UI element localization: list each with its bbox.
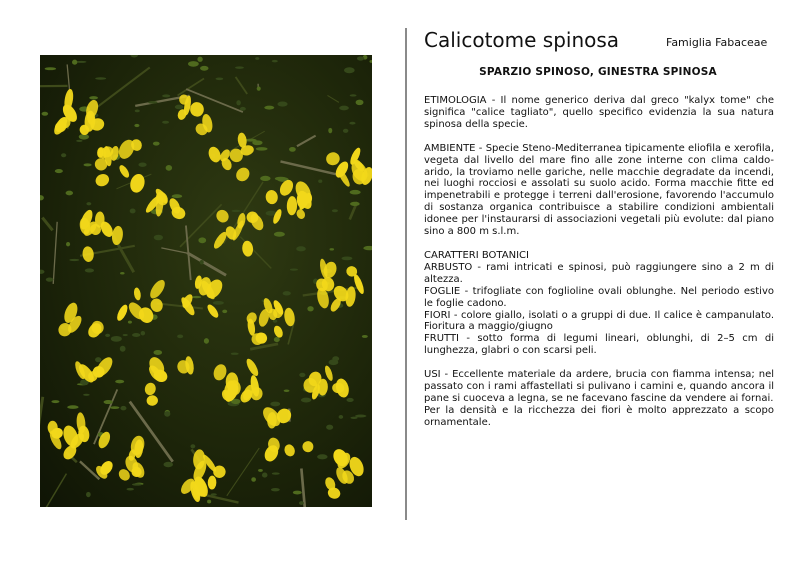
leaf <box>163 462 173 467</box>
leaf <box>104 400 113 404</box>
leaf <box>213 301 224 305</box>
leaf <box>120 406 126 410</box>
leaf <box>166 165 172 171</box>
leaf <box>289 147 296 152</box>
leaf <box>350 94 357 96</box>
leaf <box>284 389 290 392</box>
leaf <box>343 129 348 133</box>
leaf <box>95 77 106 80</box>
flower-petal <box>189 101 204 117</box>
leaf <box>192 296 201 298</box>
flower-petal <box>325 151 342 167</box>
page-title: Calicotome spinosa <box>424 28 620 52</box>
leaf <box>130 208 136 213</box>
stem <box>178 79 204 96</box>
leaf <box>341 256 352 260</box>
leaf <box>363 246 372 250</box>
leaf <box>245 139 257 142</box>
leaf <box>132 483 142 485</box>
leaf <box>45 67 56 70</box>
leaf <box>339 415 344 419</box>
flower-petal <box>272 324 284 339</box>
stem <box>97 67 150 107</box>
common-names: SPARZIO SPINOSO, GINESTRA SPINOSA <box>479 66 717 78</box>
leaf <box>67 405 78 409</box>
leaf <box>135 110 140 113</box>
flower-petal <box>205 303 220 320</box>
leaf <box>76 140 83 142</box>
leaf <box>40 270 44 274</box>
section-etimologia: ETIMOLOGIA - Il nome generico deriva dal greco "kalyx tome" che significa "calice tagliato", quello specifico evidenzia la sua natura spinosa della specie. <box>424 95 774 130</box>
section-frutti: FRUTTI - sotto forma di legumi lineari, oblunghi, di 2–5 cm di lunghezza, glabri o con scarsi peli. <box>424 333 774 357</box>
leaf <box>350 202 360 206</box>
leaf <box>164 411 170 417</box>
leaf <box>115 380 124 384</box>
flower-petal <box>128 172 147 194</box>
leaf <box>231 353 239 355</box>
leaf <box>86 492 91 497</box>
leaf <box>148 101 157 104</box>
flower-petal <box>233 165 252 184</box>
leaf <box>222 310 227 314</box>
leaf <box>349 122 355 125</box>
leaf <box>162 121 169 124</box>
leaf <box>207 500 211 504</box>
leaf <box>134 124 139 127</box>
leaf <box>126 488 134 491</box>
leaf <box>255 57 259 60</box>
leaf <box>72 60 77 65</box>
stem <box>236 77 248 94</box>
leaf <box>51 400 59 403</box>
leaf <box>190 444 195 448</box>
flower-petal <box>244 357 260 378</box>
leaf <box>211 493 217 495</box>
flower-petal <box>207 476 216 490</box>
leaf <box>275 177 287 181</box>
leaf <box>40 195 44 200</box>
leaf <box>283 291 291 295</box>
flower-petal <box>302 441 314 453</box>
leaf <box>153 142 160 146</box>
leaf <box>258 469 263 472</box>
stem <box>157 303 203 308</box>
leaf <box>85 268 94 272</box>
section-ambiente: AMBIENTE - Specie Steno-Mediterranea tipicamente eliofila e xerofila, vegeta dal livello del mare fino alle zone interne con clima caldo-arido, la troviamo nelle gariche, nelle macchie degradate da incendi, nei luoghi rocciosi e assolati su suolo acido. Forma macchie fitte ed impenetrabili e protegge i terreni dall'erosione, favorendo l'accumulo di sostanza organica contribuisce a stabilire condizioni ambientali idonee per l'instaurarsi di associazioni vegetali più evolute: dal piano sino a 800 m s.l.m. <box>424 142 774 238</box>
section-foglie: FOGLIE - trifogliate con foglioline ovali oblunghe. Nel periodo estivo le foglie cadono. <box>424 285 774 309</box>
leaf <box>274 232 285 237</box>
leaf <box>296 246 306 251</box>
leaf <box>257 86 261 90</box>
leaf <box>264 106 274 110</box>
flower-petal <box>147 278 167 301</box>
leaf <box>326 425 333 430</box>
leaf <box>198 237 206 243</box>
leaf <box>272 472 280 474</box>
leaf <box>89 96 98 99</box>
flower-petal <box>115 303 129 322</box>
stem <box>53 222 57 284</box>
leaf <box>86 202 91 205</box>
leaf <box>120 346 126 352</box>
leaf <box>175 105 184 110</box>
flower-petal <box>295 208 307 221</box>
leaf <box>236 100 241 105</box>
leaf <box>153 350 162 355</box>
flower-petal <box>118 164 132 180</box>
leaf <box>301 398 311 403</box>
stem <box>227 448 259 496</box>
leaf <box>154 235 163 240</box>
stem <box>42 218 52 231</box>
flower-petal <box>323 365 334 382</box>
leaf <box>111 336 122 342</box>
flower-petal <box>82 246 95 263</box>
leaf <box>76 61 86 63</box>
stem <box>327 95 338 102</box>
stem <box>40 474 66 507</box>
stem <box>297 136 316 147</box>
leaf <box>355 415 366 418</box>
flower-petal <box>271 208 283 225</box>
leaf <box>204 338 209 344</box>
section-usi: USI - Eccellente materiale da ardere, brucia con fiamma intensa; nel passato con i rami affastellati si pulivano i camini e, quando ancora il pane si cuoceva a legna, se ne facevano fascine da vendere ai fornai. <box>424 369 774 404</box>
flower-illustration <box>40 55 372 507</box>
leaf <box>330 248 335 250</box>
leaf <box>120 272 125 274</box>
leaf <box>362 335 368 338</box>
leaf <box>200 66 209 71</box>
leaf <box>271 488 280 491</box>
leaf <box>350 190 361 195</box>
leaf <box>197 57 202 62</box>
flower-petal <box>265 189 279 205</box>
leaf <box>132 333 140 337</box>
flower-petal <box>133 287 141 301</box>
flower-petal <box>286 196 297 215</box>
leaf <box>177 334 183 338</box>
leaf <box>317 454 327 459</box>
leaf <box>66 191 73 196</box>
leaf <box>290 268 298 270</box>
leaf <box>110 406 120 409</box>
leaf <box>84 163 92 166</box>
section-arbusto: ARBUSTO - rami intricati e spinosi, può raggiungere sino a 2 m di altezza. <box>424 261 774 285</box>
leaf <box>262 473 267 478</box>
flower-petal <box>283 443 297 458</box>
leaf <box>240 107 246 111</box>
leaf <box>162 94 170 97</box>
leaf <box>328 128 332 133</box>
leaf <box>61 153 66 157</box>
plant-photo <box>40 55 372 507</box>
section-caratteri-heading: CARATTERI BOTANICI <box>424 249 529 261</box>
leaf <box>260 176 270 181</box>
leaf <box>105 334 110 337</box>
leaf <box>231 210 240 212</box>
leaf <box>272 60 278 62</box>
description <box>424 95 774 429</box>
leaf <box>332 209 338 212</box>
flower-petal <box>207 145 223 164</box>
leaf <box>274 337 280 342</box>
flower-petal <box>212 363 229 382</box>
flower-petal <box>241 240 253 257</box>
leaf <box>55 169 63 173</box>
leaf <box>346 398 353 402</box>
stem <box>250 344 278 349</box>
leaf <box>141 331 146 336</box>
section-usi-extra: Per la densità e la ricchezza dei fiori è molto apprezzato a scopo ornamentale. <box>424 404 774 428</box>
leaf <box>46 278 54 282</box>
leaf <box>188 61 199 67</box>
leaf <box>42 112 49 116</box>
leaf <box>200 260 204 264</box>
leaf <box>270 402 280 407</box>
leaf <box>299 501 304 505</box>
flower-petal <box>144 382 157 397</box>
leaf <box>216 77 224 80</box>
leaf <box>299 373 305 377</box>
leaf <box>128 321 132 324</box>
flower-petal <box>146 395 159 407</box>
leaf <box>339 106 349 111</box>
leaf <box>293 491 302 495</box>
leaf <box>329 359 339 365</box>
leaf <box>69 259 79 261</box>
vertical-divider <box>405 28 407 520</box>
leaf <box>344 67 355 73</box>
leaf <box>357 56 364 60</box>
leaf <box>172 194 183 198</box>
leaf <box>307 306 313 311</box>
leaf <box>251 477 256 482</box>
leaf <box>235 66 244 69</box>
leaf <box>83 394 90 396</box>
leaf <box>123 334 128 336</box>
family-label: Famiglia Fabaceae <box>666 36 768 49</box>
leaf <box>318 180 322 183</box>
section-fiori: FIORI - colore giallo, isolati o a gruppi di due. Il calice è campanulato. Fioritura a maggio/giugno <box>424 309 774 333</box>
stem <box>40 397 43 436</box>
leaf <box>369 60 372 63</box>
flower-petal <box>94 172 111 189</box>
stem <box>187 253 226 275</box>
leaf <box>256 147 268 150</box>
flower-petal <box>111 225 124 246</box>
leaf <box>95 357 101 362</box>
leaf <box>356 100 364 106</box>
leaf <box>277 102 287 107</box>
leaf <box>138 163 146 167</box>
leaf <box>130 55 138 57</box>
stem <box>161 248 189 254</box>
leaf <box>66 242 70 246</box>
